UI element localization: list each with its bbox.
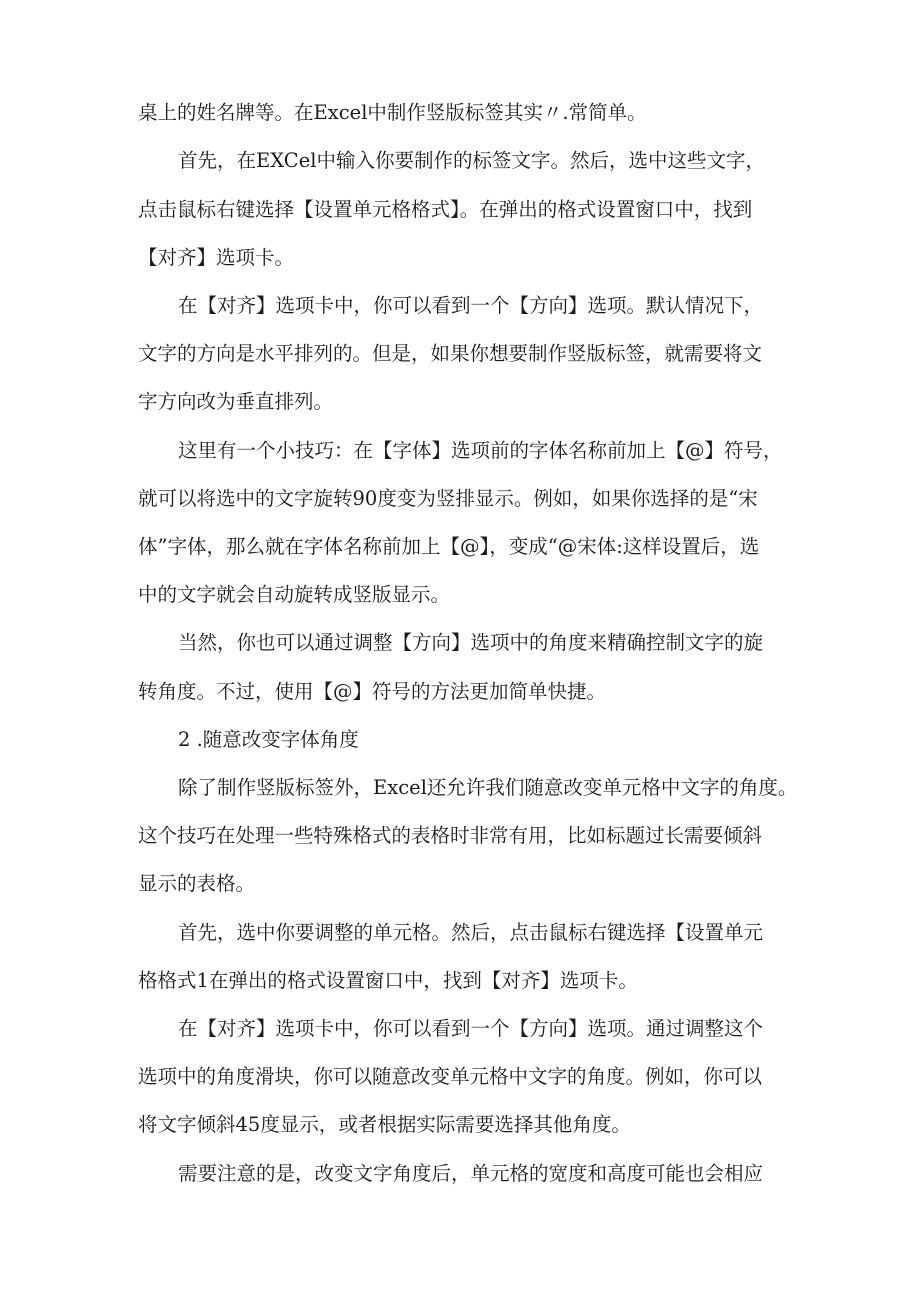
text-line: 这里有一个小技巧：在【字体】选项前的字体名称前加上【@】符号， [178, 439, 783, 462]
text-line: 就可以将选中的文字旋转90度变为竖排显示。例如，如果你选择的是“宋 [138, 487, 758, 510]
text-line: 将文字倾斜45度显示，或者根据实际需要选择其他角度。 [138, 1113, 631, 1136]
text-line: 显示的表格。 [138, 872, 256, 895]
text-line: 选项中的角度滑块，你可以随意改变单元格中文字的角度。例如，你可以 [138, 1065, 763, 1088]
text-line: 首先，在EXCel中输入你要制作的标签文字。然后，选中这些文字， [178, 149, 765, 172]
text-line: 中的文字就会自动旋转成竖版显示。 [138, 583, 451, 606]
text-line: 需要注意的是，改变文字角度后，单元格的宽度和高度可能也会相应 [178, 1162, 764, 1185]
text-line: 格格式1在弹出的格式设置窗口中，找到【对齐】选项卡。 [138, 969, 638, 992]
text-line: 在【对齐】选项卡中，你可以看到一个【方向】选项。默认情况下， [178, 294, 764, 317]
text-line: 桌上的姓名牌等。在Excel中制作竖版标签其实〃.常简单。 [138, 101, 647, 124]
text-line: 这个技巧在处理一些特殊格式的表格时非常有用，比如标题过长需要倾斜 [138, 824, 763, 847]
text-line: 点击鼠标右键选择【设置单元格格式】。在弹出的格式设置窗口中，找到 [138, 198, 753, 221]
text-line: 转角度。不过，使用【@】符号的方法更加简单快捷。 [138, 680, 607, 703]
text-line: 【对齐】选项卡。 [138, 246, 295, 269]
text-line: 在【对齐】选项卡中，你可以看到一个【方向】选项。通过调整这个 [178, 1017, 764, 1040]
text-line: 文字的方向是水平排列的。但是，如果你想要制作竖版标签，就需要将文 [138, 342, 763, 365]
text-line: 除了制作竖版标签外，Excel还允许我们随意改变单元格中文字的角度。 [178, 776, 798, 799]
section-heading: 2 .随意改变字体角度 [178, 728, 359, 751]
text-line: 当然，你也可以通过调整【方向】选项中的角度来精确控制文字的旋 [178, 631, 764, 654]
text-line: 体”字体，那么就在字体名称前加上【@】，变成“@宋体:这样设置后，选 [138, 535, 760, 558]
text-line: 字方向改为垂直排列。 [138, 390, 334, 413]
text-line: 首先，选中你要调整的单元格。然后，点击鼠标右键选择【设置单元 [178, 921, 764, 944]
